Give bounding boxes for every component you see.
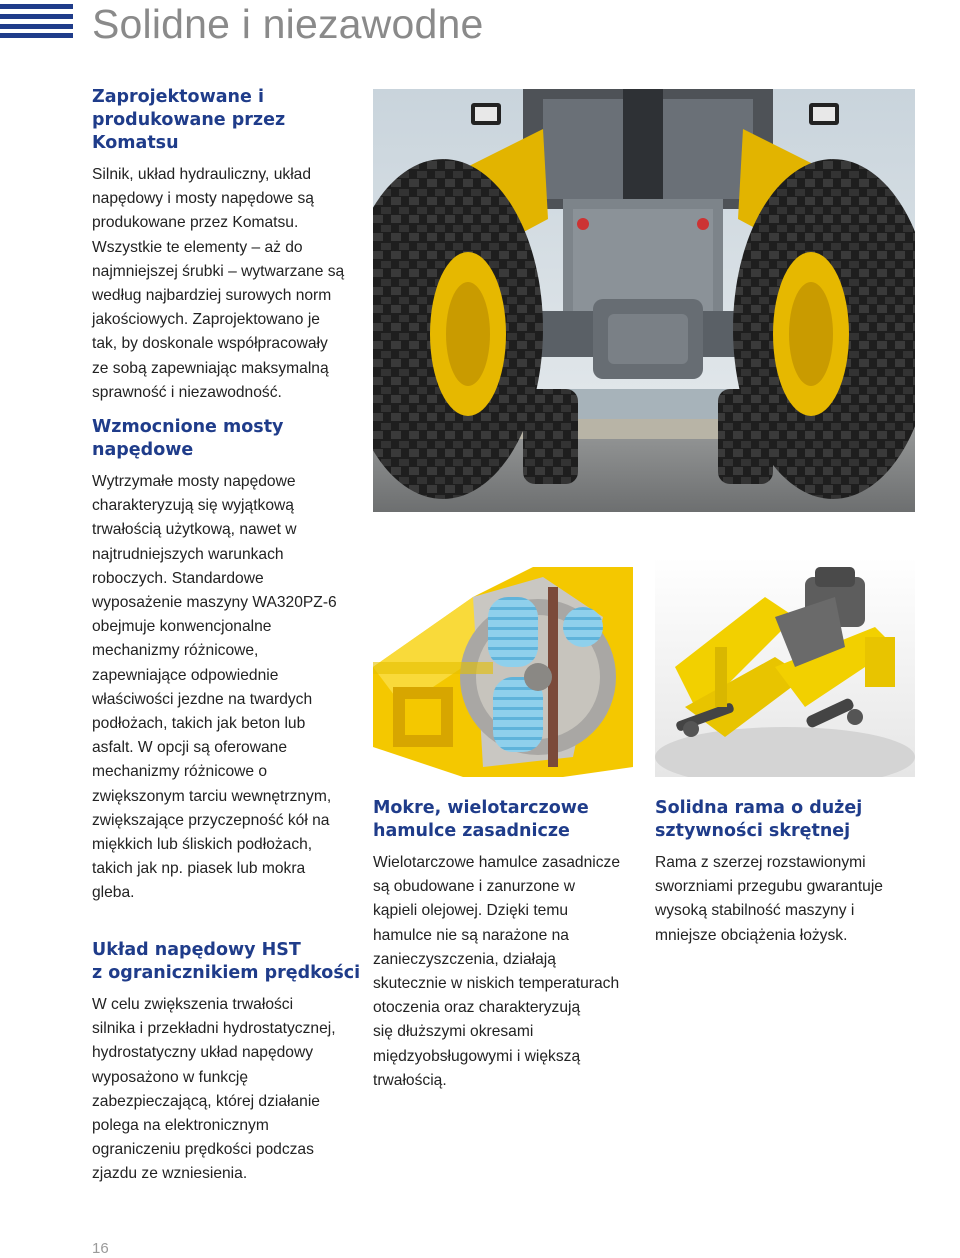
section-body: Wytrzymałe mosty napędowe charakteryzują się wyjątkową trwałością użytkową, nawet w najtrudniejszych warunkach roboczych. Standardowe wyposażenie maszyny WA320PZ-6 obejmuje konwencjonalne mechanizmy różnicowe, zapewniające odpowiednie właściwości jezdne na twardych podłożach, takich jak beton lub asfalt. W opcji są oferowane mechanizmy różnicowe o zwiększonym tarciu wewnętrznym, zwiększające przyczepność kół na miękkich lub śliskich podłożach, takich jak np. piasek lub mokra gleba. [92, 473, 337, 902]
header-stripes-logo [0, 4, 73, 38]
section-heading: Mokre, wielotarczowe hamulce zasadnicze [373, 798, 589, 841]
section-heading: Zaprojektowane i produkowane przez Komatsu [92, 87, 286, 153]
section-heading: Solidna rama o dużej sztywności skrętnej [655, 798, 863, 841]
section-komatsu [92, 86, 362, 405]
page-title: Solidne i niezawodne [92, 1, 484, 47]
section-hst [92, 939, 362, 1187]
section-heading: Wzmocnione mosty napędowe [92, 417, 284, 460]
section-axles [92, 416, 362, 906]
section-body: W celu zwiększenia trwałości silnika i przekładni hydrostatycznej, hydrostatyczny układ napędowy wyposażono w funkcję zabezpieczającą, której działanie polega na elektronicznym ograniczeniu prędkości podczas zjazdu ze wzniesienia. [92, 996, 336, 1183]
section-heading: Układ napędowy HST z ogranicznikiem prędkości [92, 940, 361, 983]
section-frame [655, 797, 925, 948]
brake-cutaway-image [373, 557, 633, 777]
section-brakes [373, 797, 643, 1093]
frame-image [655, 557, 915, 777]
axle-photo [373, 89, 915, 512]
section-body: Silnik, układ hydrauliczny, układ napędowy i mosty napędowe są produkowane przez Komatsu. Wszystkie te elementy – aż do najmniejszej śrubki – wytwarzane są według najbardziej surowych norm jakościowych. Zaprojektowano je tak, by doskonale współpracowały ze sobą zapewniając maksymalną sprawność i niezawodność. [92, 166, 345, 401]
section-body: Wielotarczowe hamulce zasadnicze są obudowane i zanurzone w kąpieli olejowej. Dzięki temu hamulce nie są narażone na zanieczyszczenia, działają skutecznie w niskich temperaturach otoczenia oraz charakteryzują się dłuższymi okresami międzyobsługowymi i większą trwałością. [373, 854, 621, 1089]
page-number: 16 [92, 1240, 109, 1257]
section-body: Rama z szerzej rozstawionymi sworzniami przegubu gwarantuje wysoką stabilność maszyny i mniejsze obciążenia łożysk. [655, 854, 883, 944]
